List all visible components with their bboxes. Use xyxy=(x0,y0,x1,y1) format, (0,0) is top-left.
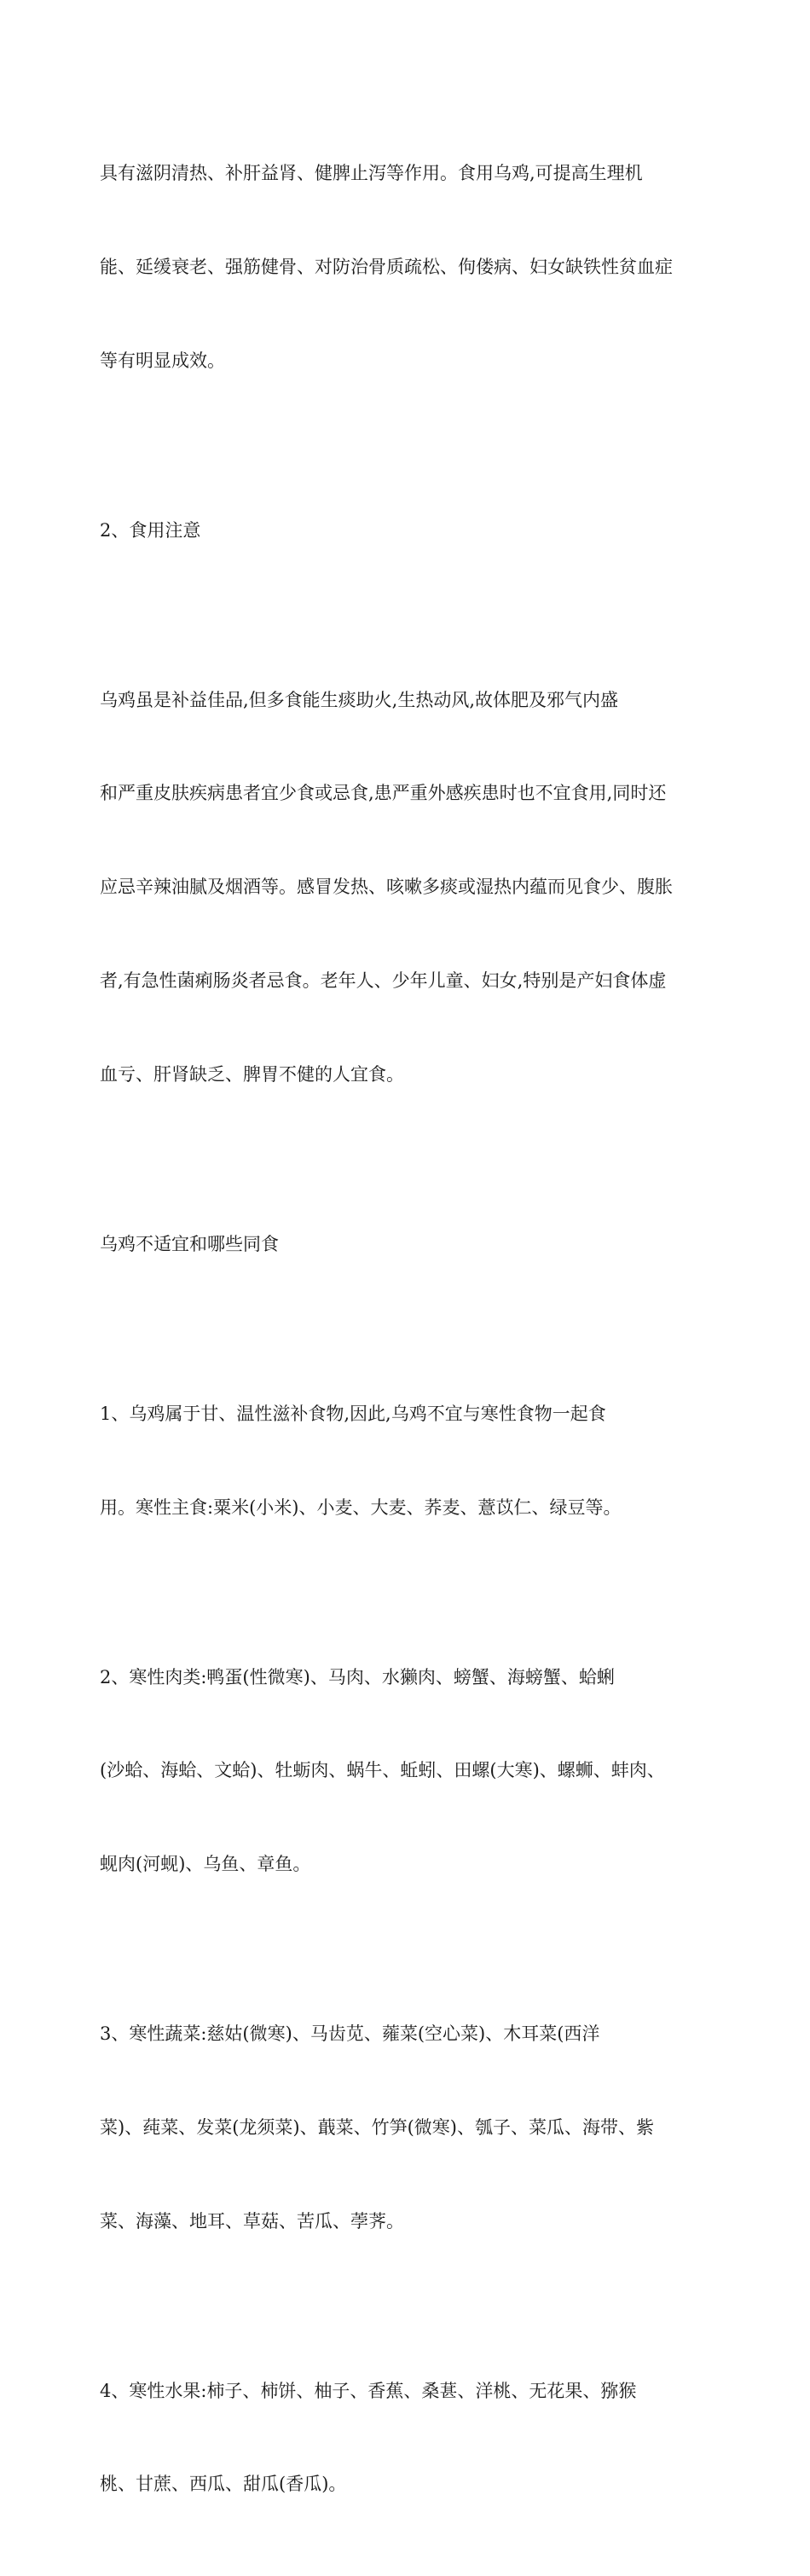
section-heading xyxy=(100,453,710,609)
text-line: 和严重皮肤疾病患者宜少食或忌食,患严重外感疾患时也不宜食用,同时还 xyxy=(100,783,667,804)
text-line: 蚬肉(河蚬)、乌鱼、章鱼。 xyxy=(100,1854,311,1875)
paragraph xyxy=(100,1599,710,1942)
text-line: 能、延缓衰老、强筋健骨、对防治骨质疏松、佝偻病、妇女缺铁性贫血症 xyxy=(100,256,673,277)
text-line: 4、寒性水果:柿子、柿饼、柚子、香蕉、桑葚、洋桃、无花果、猕猴 xyxy=(100,2380,637,2401)
text-line: 3、寒性蔬菜:慈姑(微寒)、马齿苋、蕹菜(空心菜)、木耳菜(西洋 xyxy=(100,2023,600,2045)
paragraph xyxy=(100,1336,710,1586)
text-line: 等有明显成效。 xyxy=(100,350,225,371)
text-line: 菜)、莼菜、发菜(龙须菜)、蕺菜、竹笋(微寒)、瓠子、菜瓜、海带、紫 xyxy=(100,2116,654,2138)
document-body xyxy=(100,96,710,2576)
text-line: 乌鸡虽是补益佳品,但多食能生痰助火,生热动风,故体肥及邪气内盛 xyxy=(100,689,619,710)
text-line: 2、食用注意 xyxy=(100,519,201,541)
text-line: (沙蛤、海蛤、文蛤)、牡蛎肉、蜗牛、蚯蚓、田螺(大寒)、螺蛳、蚌肉、 xyxy=(100,1760,665,1781)
text-line: 者,有急性菌痢肠炎者忌食。老年人、少年儿童、妇女,特别是产妇食体虚 xyxy=(100,970,667,992)
text-line: 2、寒性肉类:鸭蛋(性微寒)、马肉、水獭肉、螃蟹、海螃蟹、蛤蜊 xyxy=(100,1666,615,1687)
text-line: 应忌辛辣油腻及烟酒等。感冒发热、咳嗽多痰或湿热内蕴而见食少、腹胀 xyxy=(100,877,673,898)
text-line: 1、乌鸡属于甘、温性滋补食物,因此,乌鸡不宜与寒性食物一起食 xyxy=(100,1403,606,1424)
paragraph xyxy=(100,96,710,439)
text-line: 乌鸡不适宜和哪些同食 xyxy=(100,1233,279,1254)
section-heading xyxy=(100,1166,710,1323)
text-line: 血亏、肝肾缺乏、脾胃不健的人宜食。 xyxy=(100,1063,404,1085)
paragraph xyxy=(100,1956,710,2300)
paragraph xyxy=(100,2313,710,2562)
text-line: 桃、甘蔗、西瓜、甜瓜(香瓜)。 xyxy=(100,2474,347,2495)
text-line: 菜、海藻、地耳、草菇、苦瓜、荸荠。 xyxy=(100,2210,404,2232)
text-line: 具有滋阴清热、补肝益肾、健脾止泻等作用。食用乌鸡,可提高生理机 xyxy=(100,163,643,184)
paragraph xyxy=(100,622,710,1153)
text-line: 用。寒性主食:粟米(小米)、小麦、大麦、荞麦、薏苡仁、绿豆等。 xyxy=(100,1496,622,1518)
